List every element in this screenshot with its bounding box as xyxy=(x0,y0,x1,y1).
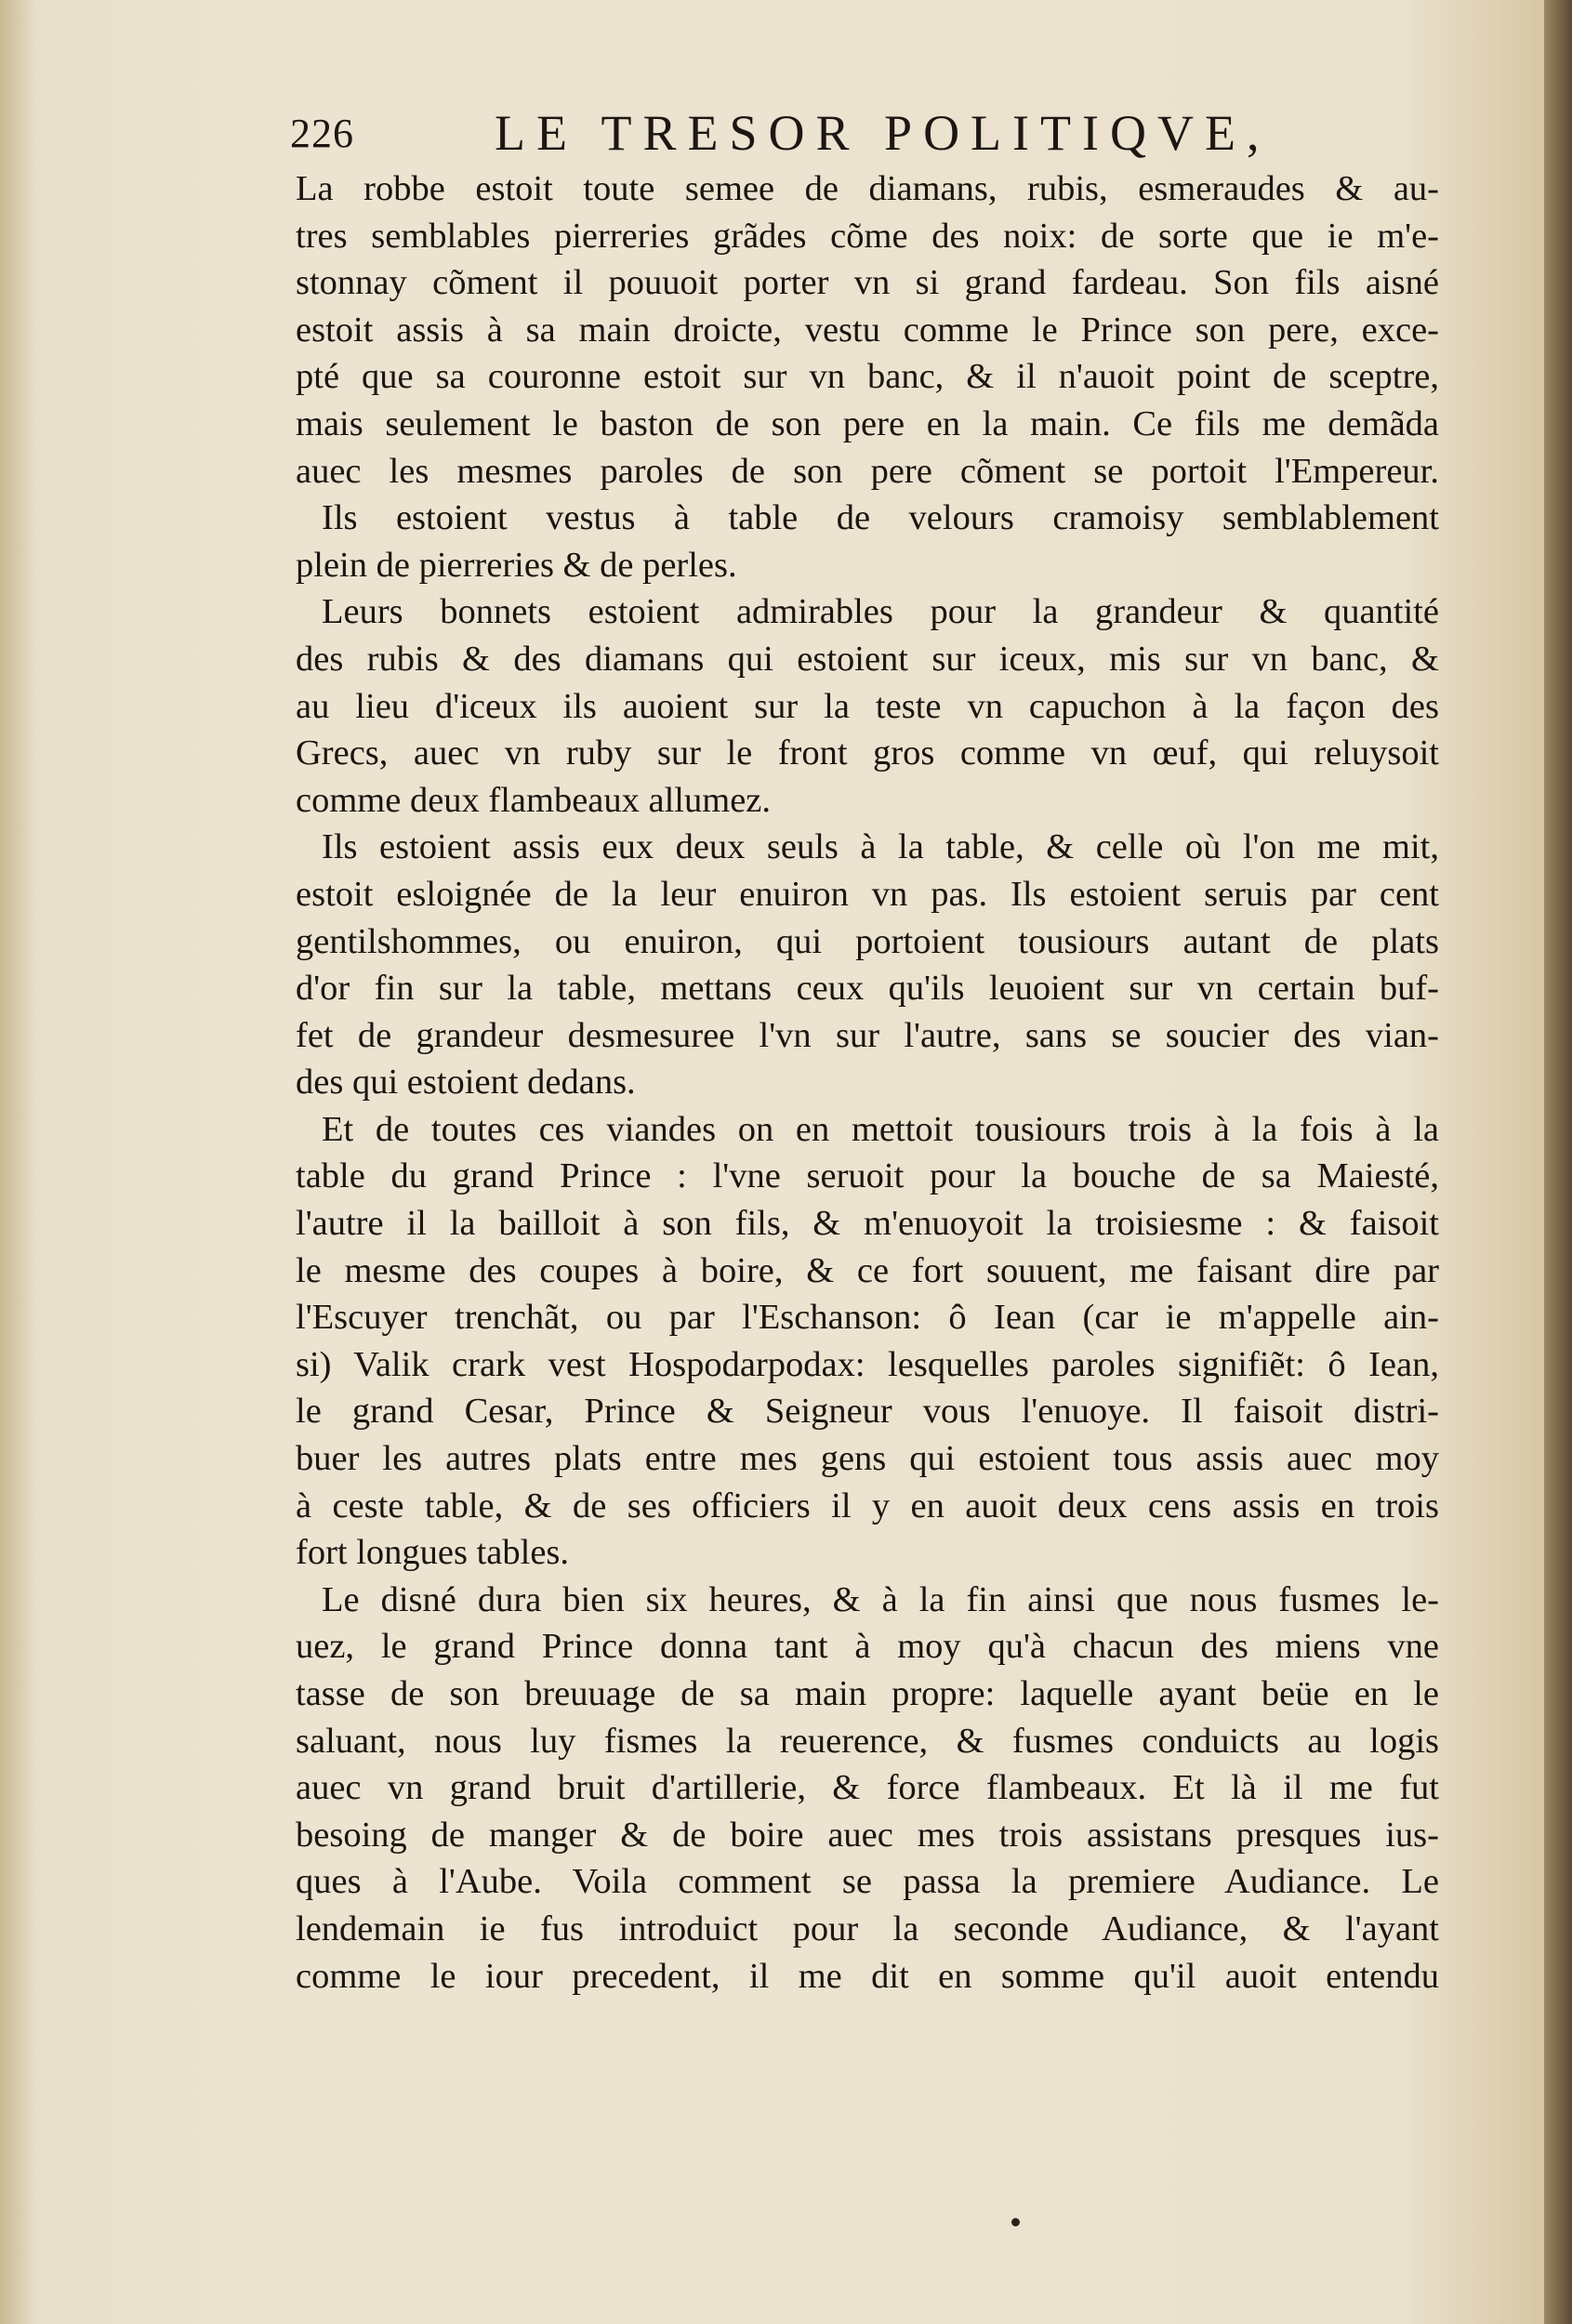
text-line: pté que sa couronne estoit sur vn banc, & il n'auoit point de sceptre, xyxy=(296,357,1439,397)
text-line: buer les autres plats entre mes gens qui estoient tous assis auec moy xyxy=(296,1439,1439,1479)
text-line: saluant, nous luy fismes la reuerence, & fusmes conduicts au logis xyxy=(296,1721,1439,1761)
text-line: gentilshommes, ou enuiron, qui portoient tousiours autant de plats xyxy=(296,921,1439,961)
text-line: au lieu d'iceux ils auoient sur la teste vn capuchon à la façon des xyxy=(296,686,1439,726)
text-line: uez, le grand Prince donna tant à moy qu'à chacun des miens vne xyxy=(296,1627,1439,1667)
text-line: Et de toutes ces viandes on en mettoit tousiours trois à la fois à la xyxy=(322,1109,1439,1149)
text-line: lendemain ie fus introduict pour la seconde Audiance, & l'ayant xyxy=(296,1908,1439,1948)
text-line: Leurs bonnets estoient admirables pour la grandeur & quantité xyxy=(322,592,1439,632)
text-line: La robbe estoit toute semee de diamans, rubis, esmeraudes & au- xyxy=(296,169,1439,208)
text-line: fort longues tables. xyxy=(296,1533,570,1573)
running-head: LE TRESOR POLITIQVE, xyxy=(495,105,1271,161)
text-line: plein de pierreries & de perles. xyxy=(296,545,737,585)
text-line: auec les mesmes paroles de son pere cõment se portoit l'Empereur. xyxy=(296,451,1439,491)
text-line: comme le iour precedent, il me dit en somme qu'il auoit entendu xyxy=(296,1956,1439,1996)
text-line: si) Valik crark vest Hospodarpodax: lesquelles paroles signifiẽt: ô Iean, xyxy=(296,1344,1439,1384)
text-line: auec vn grand bruit d'artillerie, & force flambeaux. Et là il me fut xyxy=(296,1768,1439,1808)
text-line: l'Escuyer trenchãt, ou par l'Eschanson: ô Iean (car ie m'appelle ain- xyxy=(296,1298,1439,1338)
text-line: tasse de son breuuage de sa main propre: laquelle ayant beüe en le xyxy=(296,1674,1439,1713)
text-line: Ils estoient vestus à table de velours cramoisy semblablement xyxy=(322,498,1439,538)
text-line: des qui estoient dedans. xyxy=(296,1063,636,1103)
text-line: ques à l'Aube. Voila comment se passa la premiere Audiance. Le xyxy=(296,1862,1439,1902)
body-text xyxy=(296,165,1439,2000)
page-edge-shadow xyxy=(1544,0,1572,2324)
text-line: estoit esloignée de la leur enuiron vn pas. Ils estoient seruis par cent xyxy=(296,874,1439,914)
text-line: estoit assis à sa main droicte, vestu comme le Prince son pere, exce- xyxy=(296,310,1439,350)
text-line: d'or fin sur la table, mettans ceux qu'ils leuoient sur vn certain buf- xyxy=(296,969,1439,1009)
text-line: besoing de manger & de boire auec mes trois assistans presques ius- xyxy=(296,1815,1439,1855)
text-line: tres semblables pierreries grãdes cõme des noix: de sorte que ie m'e- xyxy=(296,216,1439,256)
text-line: table du grand Prince : l'vne seruoit pour la bouche de sa Maiesté, xyxy=(296,1156,1439,1196)
text-line: Ils estoient assis eux deux seuls à la table, & celle où l'on me mit, xyxy=(322,827,1439,867)
text-line: des rubis & des diamans qui estoient sur iceux, mis sur vn banc, & xyxy=(296,639,1439,679)
text-line: Le disné dura bien six heures, & à la fin ainsi que nous fusmes le- xyxy=(322,1579,1439,1619)
text-line: le mesme des coupes à boire, & ce fort souuent, me faisant dire par xyxy=(296,1250,1439,1290)
text-line: Grecs, auec vn ruby sur le front gros comme vn œuf, qui reluysoit xyxy=(296,733,1439,773)
ink-dot-mark xyxy=(1011,2218,1020,2226)
text-line: le grand Cesar, Prince & Seigneur vous l'enuoye. Il faisoit distri- xyxy=(296,1392,1439,1432)
text-line: comme deux flambeaux allumez. xyxy=(296,780,771,820)
text-line: l'autre il la bailloit à son fils, & m'enuoyoit la troisiesme : & faisoit xyxy=(296,1204,1439,1244)
text-line: stonnay cõment il pouuoit porter vn si grand fardeau. Son fils aisné xyxy=(296,263,1439,303)
text-line: fet de grandeur desmesuree l'vn sur l'autre, sans se soucier des vian- xyxy=(296,1015,1439,1055)
text-line: mais seulement le baston de son pere en la main. Ce fils me demãda xyxy=(296,403,1439,443)
page-number: 226 xyxy=(290,111,354,156)
text-line: à ceste table, & de ses officiers il y en auoit deux cens assis en trois xyxy=(296,1486,1439,1525)
